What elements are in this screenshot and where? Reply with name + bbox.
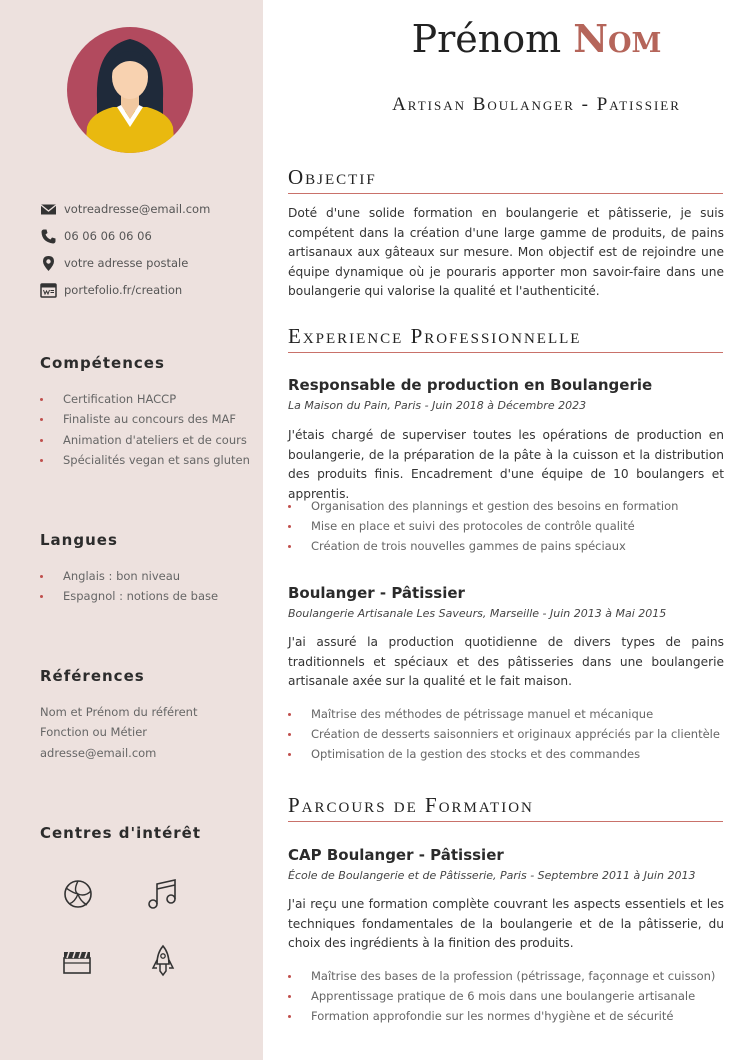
list-item: Apprentissage pratique de 6 mois dans une boulangerie artisanale [288,986,715,1006]
sidebar [0,0,263,1060]
avatar [67,27,193,153]
web-browser-icon [40,282,57,299]
reference-name: Nom et Prénom du référent [40,705,198,719]
education-1-description: J'ai reçu une formation complète couvrant les aspects essentiels et les techniques fondamentales de la boulangerie et de la pâtisserie, du choix des ingrédients à la finition des produits. [288,897,724,951]
list-item: Anglais : bon niveau [40,566,218,586]
phone-text: 06 06 06 06 06 [64,229,152,243]
reference-email: adresse@email.com [40,745,157,760]
list-item: Espagnol : notions de base [40,586,218,606]
list-item: Finaliste au concours des MAF [40,409,250,429]
list-item: Maîtrise des bases de la profession (pétrissage, façonnage et cuisson) [288,966,715,986]
list-item: Spécialités vegan et sans gluten [40,450,250,470]
clapperboard-icon [61,944,95,978]
address-text: votre adresse postale [64,256,189,270]
full-name [263,16,750,61]
job-1-description: J'étais chargé de superviser toutes les opérations de production en boulangerie, de la préparation de la pâte à la cuisson et la distribution des produits finis. Encadrement d'une équipe de 10 boulangers et apprentis. [288,428,724,501]
list-item: Certification HACCP [40,389,250,409]
interests-heading: Centres d'intérêt [40,824,201,842]
email-text: votreadresse@email.com [64,202,211,216]
phone-icon [40,228,57,245]
contact-phone[interactable] [40,226,255,246]
location-pin-icon [40,255,57,272]
skills-heading: Compétences [40,354,165,372]
education-1-subtitle: École de Boulangerie et de Pâtisserie, Paris - Septembre 2011 à Juin 2013 [288,869,696,882]
references-heading: Références [40,667,145,685]
contact-email[interactable] [40,199,255,219]
volleyball-icon [61,877,95,911]
objective-heading: Objectif [288,164,723,194]
job-2-bullets [288,704,720,765]
list-item: Maîtrise des méthodes de pétrissage manuel et mécanique [288,704,720,724]
job-1-subtitle: La Maison du Pain, Paris - Juin 2018 à Décembre 2023 [288,399,587,412]
job-2-description: J'ai assuré la production quotidienne de divers types de pains traditionnels et spéciaux et des pâtisseries dans une boulangerie artisanale axée sur la qualité et le fait maison. [288,635,724,689]
job-1-title: Responsable de production en Boulangerie [288,376,653,394]
list-item: Création de desserts saisonniers et originaux appréciés par la clientèle [288,724,720,744]
list-item: Mise en place et suivi des protocoles de contrôle qualité [288,516,678,536]
objective-text: Doté d'une solide formation en boulangerie et pâtisserie, je suis compétent dans la création d'une large gamme de produits, de pains artisanaux aux gâteaux sur mesure. Mon objectif est de rejoindre une équipe dynamique où je pouraris apporter mon savoir-faire dans une boulangerie qui valorise la qualité et l'authenticité. [288,206,724,299]
reference-role: Fonction ou Métier [40,725,148,740]
job-2-subtitle: Boulangerie Artisanale Les Saveurs, Marseille - Juin 2013 à Mai 2015 [288,607,667,620]
education-1-bullets [288,966,715,1027]
first-name: Prénom [411,17,562,61]
envelope-icon [40,201,57,218]
job-1-bullets [288,496,678,557]
music-note-icon [146,877,180,911]
languages-list [40,566,218,607]
list-item: Organisation des plannings et gestion des besoins en formation [288,496,678,516]
list-item: Formation approfondie sur les normes d'hygiène et de sécurité [288,1006,715,1026]
contact-portfolio[interactable] [40,280,255,300]
list-item: Création de trois nouvelles gammes de pains spéciaux [288,536,678,556]
languages-heading: Langues [40,531,118,549]
list-item: Optimisation de la gestion des stocks et des commandes [288,744,720,764]
rocket-icon [146,944,180,978]
experience-heading: Experience Professionnelle [288,323,723,353]
job-title: Artisan Boulanger - Patissier [392,94,681,115]
job-2-title: Boulanger - Pâtissier [288,584,465,602]
education-1-title: CAP Boulanger - Pâtissier [288,846,504,864]
contact-address [40,253,255,273]
list-item: Animation d'ateliers et de cours [40,430,250,450]
skills-list [40,389,250,471]
last-name: Nom [573,16,662,61]
main-content [263,0,750,1060]
portfolio-text: portefolio.fr/creation [64,283,183,297]
references-list [40,702,197,763]
education-heading: Parcours de Formation [288,792,723,822]
